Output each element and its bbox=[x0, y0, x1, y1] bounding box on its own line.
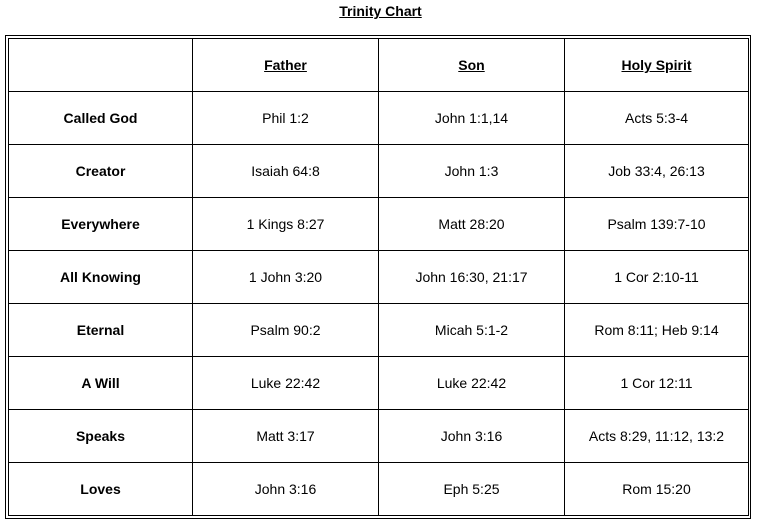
table-cell: John 3:16 bbox=[379, 410, 565, 463]
column-header: Father bbox=[264, 57, 307, 73]
table-row bbox=[9, 463, 749, 516]
table-cell: John 1:3 bbox=[379, 145, 565, 198]
row-label: Eternal bbox=[9, 304, 193, 357]
column-header: Son bbox=[458, 57, 485, 73]
table-cell: Rom 15:20 bbox=[565, 463, 749, 516]
table-row bbox=[9, 145, 749, 198]
column-header: Holy Spirit bbox=[621, 57, 692, 73]
table-cell: Luke 22:42 bbox=[379, 357, 565, 410]
table-cell: 1 Cor 2:10-11 bbox=[565, 251, 749, 304]
table-cell: Eph 5:25 bbox=[379, 463, 565, 516]
table-cell: Psalm 90:2 bbox=[193, 304, 379, 357]
table-cell: Luke 22:42 bbox=[193, 357, 379, 410]
table-cell: John 16:30, 21:17 bbox=[379, 251, 565, 304]
table-row bbox=[9, 92, 749, 145]
table-cell: 1 Kings 8:27 bbox=[193, 198, 379, 251]
table-cell: Isaiah 64:8 bbox=[193, 145, 379, 198]
header-cell-father bbox=[193, 39, 379, 92]
table-cell: Micah 5:1-2 bbox=[379, 304, 565, 357]
table-cell: Phil 1:2 bbox=[193, 92, 379, 145]
table-row bbox=[9, 251, 749, 304]
row-label: Called God bbox=[9, 92, 193, 145]
row-label: All Knowing bbox=[9, 251, 193, 304]
row-label: Everywhere bbox=[9, 198, 193, 251]
trinity-table bbox=[8, 38, 749, 516]
row-label: Speaks bbox=[9, 410, 193, 463]
table-cell: Acts 5:3-4 bbox=[565, 92, 749, 145]
table-cell: Matt 3:17 bbox=[193, 410, 379, 463]
table-row bbox=[9, 357, 749, 410]
table-cell: Matt 28:20 bbox=[379, 198, 565, 251]
row-label: Loves bbox=[9, 463, 193, 516]
table-row bbox=[9, 198, 749, 251]
table-row bbox=[9, 410, 749, 463]
table-cell: Psalm 139:7-10 bbox=[565, 198, 749, 251]
header-cell-empty bbox=[9, 39, 193, 92]
table-cell: 1 John 3:20 bbox=[193, 251, 379, 304]
table-cell: 1 Cor 12:11 bbox=[565, 357, 749, 410]
header-cell-son bbox=[379, 39, 565, 92]
table-cell: Acts 8:29, 11:12, 13:2 bbox=[565, 410, 749, 463]
page-title: Trinity Chart bbox=[339, 3, 422, 19]
table-header-row bbox=[9, 39, 749, 92]
table-cell: John 3:16 bbox=[193, 463, 379, 516]
header-cell-holy-spirit bbox=[565, 39, 749, 92]
table-cell: Job 33:4, 26:13 bbox=[565, 145, 749, 198]
table-cell: John 1:1,14 bbox=[379, 92, 565, 145]
row-label: Creator bbox=[9, 145, 193, 198]
table-row bbox=[9, 304, 749, 357]
row-label: A Will bbox=[9, 357, 193, 410]
table-cell: Rom 8:11; Heb 9:14 bbox=[565, 304, 749, 357]
